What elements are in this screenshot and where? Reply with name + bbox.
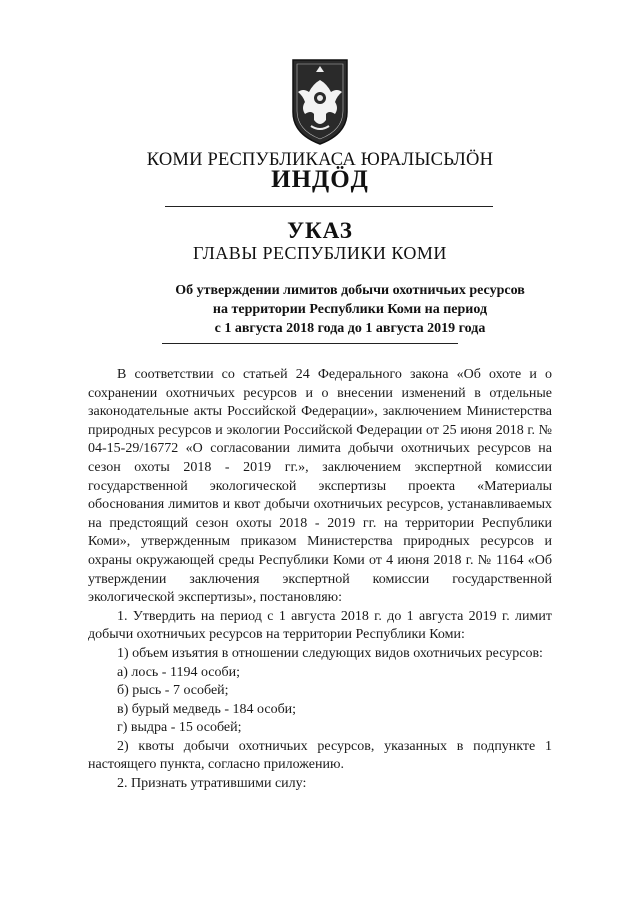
republic-name-komi: КОМИ РЕСПУБЛИКАСА ЮРАЛЫСЬЛÖН [146,150,494,170]
preamble-paragraph: В соответствии со статьей 24 Федерального закона «Об охоте и о сохранении охотничьих ресурсов и о внесении изменений в отдельные законодательные акты Российской Федерации», заключением Министерства природных ресурсов и экологии Российской Федерации от 25 июня 2018 г. № 04-15-29/16772 «О согласовании лимита добычи охотничьих ресурсов на сезон охоты 2018 - 2019 гг.», заключением экспертной комиссии государственной экологической экспертизы проекта «Материалы обоснования лимитов и квот добычи охотничьих ресурсов, устанавливаемых на предстоящий сезон охоты 2018 - 2019 гг. на территории Республики Коми», утвержденным приказом Министерства природных ресурсов и охраны окружающей среды Республики Коми от 4 июня 2018 г. № 1164 «Об утверждении заключения экспертной комиссии государственной экологической экспертизы», постановляю: [88,367,552,606]
subitem-1-paragraph: 1) объем изъятия в отношении следующих видов охотничьих ресурсов: [117,645,543,661]
document-title [150,281,550,338]
header-divider [165,206,493,207]
subitem-2-paragraph: 2) квоты добычи охотничьих ресурсов, указанных в подпункте 1 настоящего пункта, согласно приложению. [88,738,552,773]
document-type: УКАЗ [287,218,353,243]
species-moose: а) лось - 1194 особи; [117,664,241,680]
species-lynx: б) рысь - 7 особей; [117,683,229,699]
title-line-2: на территории Республики Коми на период [212,302,488,317]
item-2-paragraph: 2. Признать утратившими силу: [117,776,307,792]
item-1-paragraph: 1. Утвердить на период с 1 августа 2018 г. до 1 августа 2019 г. лимит добычи охотничьих ресурсов на территории Республики Коми: [88,608,552,643]
title-line-3: с 1 августа 2018 года до 1 августа 2019 года [214,321,486,336]
title-underline [162,343,458,344]
coat-of-arms-icon [289,58,351,146]
species-otter: г) выдра - 15 особей; [117,720,242,736]
document-type-komi: ИНДÖД [271,166,369,193]
species-brown-bear: в) бурый медведь - 184 особи; [117,701,297,717]
document-body [88,366,552,794]
title-line-1: Об утверждении лимитов добычи охотничьих ресурсов [175,283,525,298]
issuer: ГЛАВЫ РЕСПУБЛИКИ КОМИ [193,243,447,263]
